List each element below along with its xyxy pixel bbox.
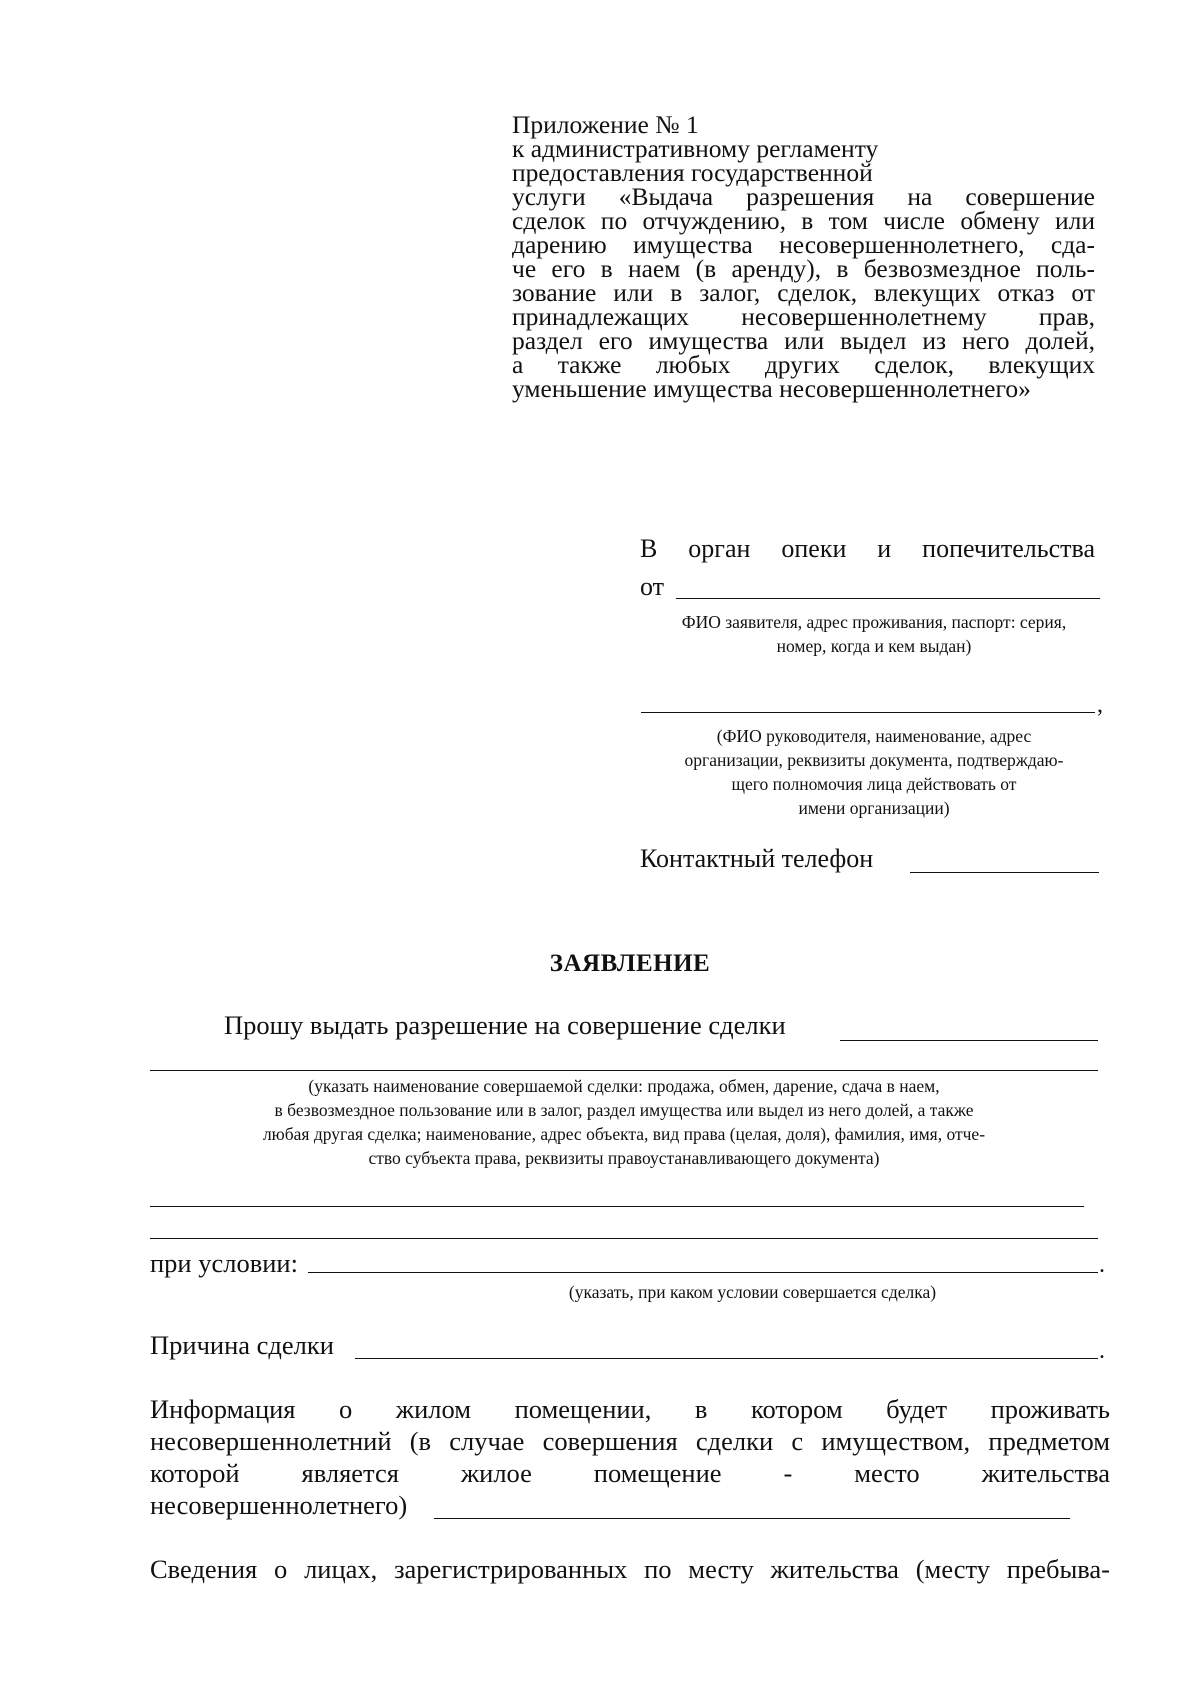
housing-line: которой является жилое помещение - место жительства [150, 1458, 1110, 1488]
from-label: от [640, 572, 665, 601]
header-line: дарению имущества несовершеннолетнего, сда- [512, 230, 1095, 259]
deal-details-line[interactable] [150, 1238, 1098, 1239]
header-line: уменьшение имущества несовершеннолетнего» [512, 374, 1031, 403]
request-text: Прошу выдать разрешение на совершение сделки [224, 1010, 786, 1040]
request-hint: (указать наименование совершаемой сделки: продажа, обмен, дарение, сдача в наем, [308, 1076, 940, 1096]
header-line: а также любых других сделок, влекущих [512, 350, 1095, 379]
header-line: сделок по отчуждению, в том числе обмену или [512, 206, 1095, 235]
reason-period: . [1099, 1338, 1105, 1364]
reason-field[interactable] [355, 1358, 1098, 1359]
header-line: Приложение № 1 [512, 110, 699, 139]
deal-details-line[interactable] [150, 1206, 1084, 1207]
condition-hint: (указать, при каком условии совершается сделка) [568, 1282, 937, 1302]
header-line: предоставления государственной [512, 158, 873, 187]
registered-persons-line: Сведения о лицах, зарегистрированных по месту жительства (месту пребыва- [150, 1554, 1110, 1584]
applicant-hint: номер, когда и кем выдан) [776, 636, 972, 656]
housing-line: несовершеннолетнего) [150, 1490, 408, 1520]
header-line: принадлежащих несовершеннолетнему прав, [512, 302, 1095, 331]
housing-field[interactable] [434, 1518, 1070, 1519]
applicant-field[interactable] [676, 598, 1100, 599]
condition-field[interactable] [308, 1272, 1098, 1273]
housing-line: несовершеннолетний (в случае совершения сделки с имуществом, предметом [150, 1426, 1110, 1456]
request-hint: в безвозмездное пользование или в залог, раздел имущества или выдел из него долей, а также [274, 1100, 974, 1120]
deal-field-line[interactable] [150, 1070, 1098, 1071]
addressee-to: В орган опеки и попечительства [640, 534, 1095, 563]
request-hint: ство субъекта права, реквизиты правоустанавливающего документа) [368, 1148, 880, 1168]
header-line: услуги «Выдача разрешения на совершение [512, 182, 1095, 211]
condition-period: . [1099, 1252, 1105, 1278]
document-title: ЗАЯВЛЕНИЕ [549, 950, 711, 977]
condition-label: при условии: [150, 1248, 298, 1278]
header-line: раздел его имущества или выдел из него долей, [512, 326, 1095, 355]
organization-hint: имени организации) [798, 798, 950, 818]
deal-field[interactable] [840, 1040, 1098, 1041]
organization-hint: щего полномочия лица действовать от [731, 774, 1017, 794]
comma: , [1097, 692, 1103, 718]
applicant-hint: ФИО заявителя, адрес проживания, паспорт: серия, [681, 612, 1067, 632]
reason-label: Причина сделки [150, 1330, 334, 1360]
organization-field[interactable] [641, 712, 1095, 713]
organization-hint: организации, реквизиты документа, подтверждаю- [684, 750, 1064, 770]
phone-label: Контактный телефон [640, 844, 874, 873]
organization-hint: (ФИО руководителя, наименование, адрес [716, 726, 1032, 746]
request-hint: любая другая сделка; наименование, адрес объекта, вид права (целая, доля), фамилия, имя, отче- [262, 1124, 986, 1144]
header-line: зование или в залог, сделок, влекущих отказ от [512, 278, 1095, 307]
phone-field[interactable] [910, 872, 1099, 873]
housing-line: Информация о жилом помещении, в котором будет проживать [150, 1394, 1110, 1424]
header-line: к административному регламенту [512, 134, 879, 163]
header-line: че его в наем (в аренду), в безвозмездное поль- [512, 254, 1095, 283]
